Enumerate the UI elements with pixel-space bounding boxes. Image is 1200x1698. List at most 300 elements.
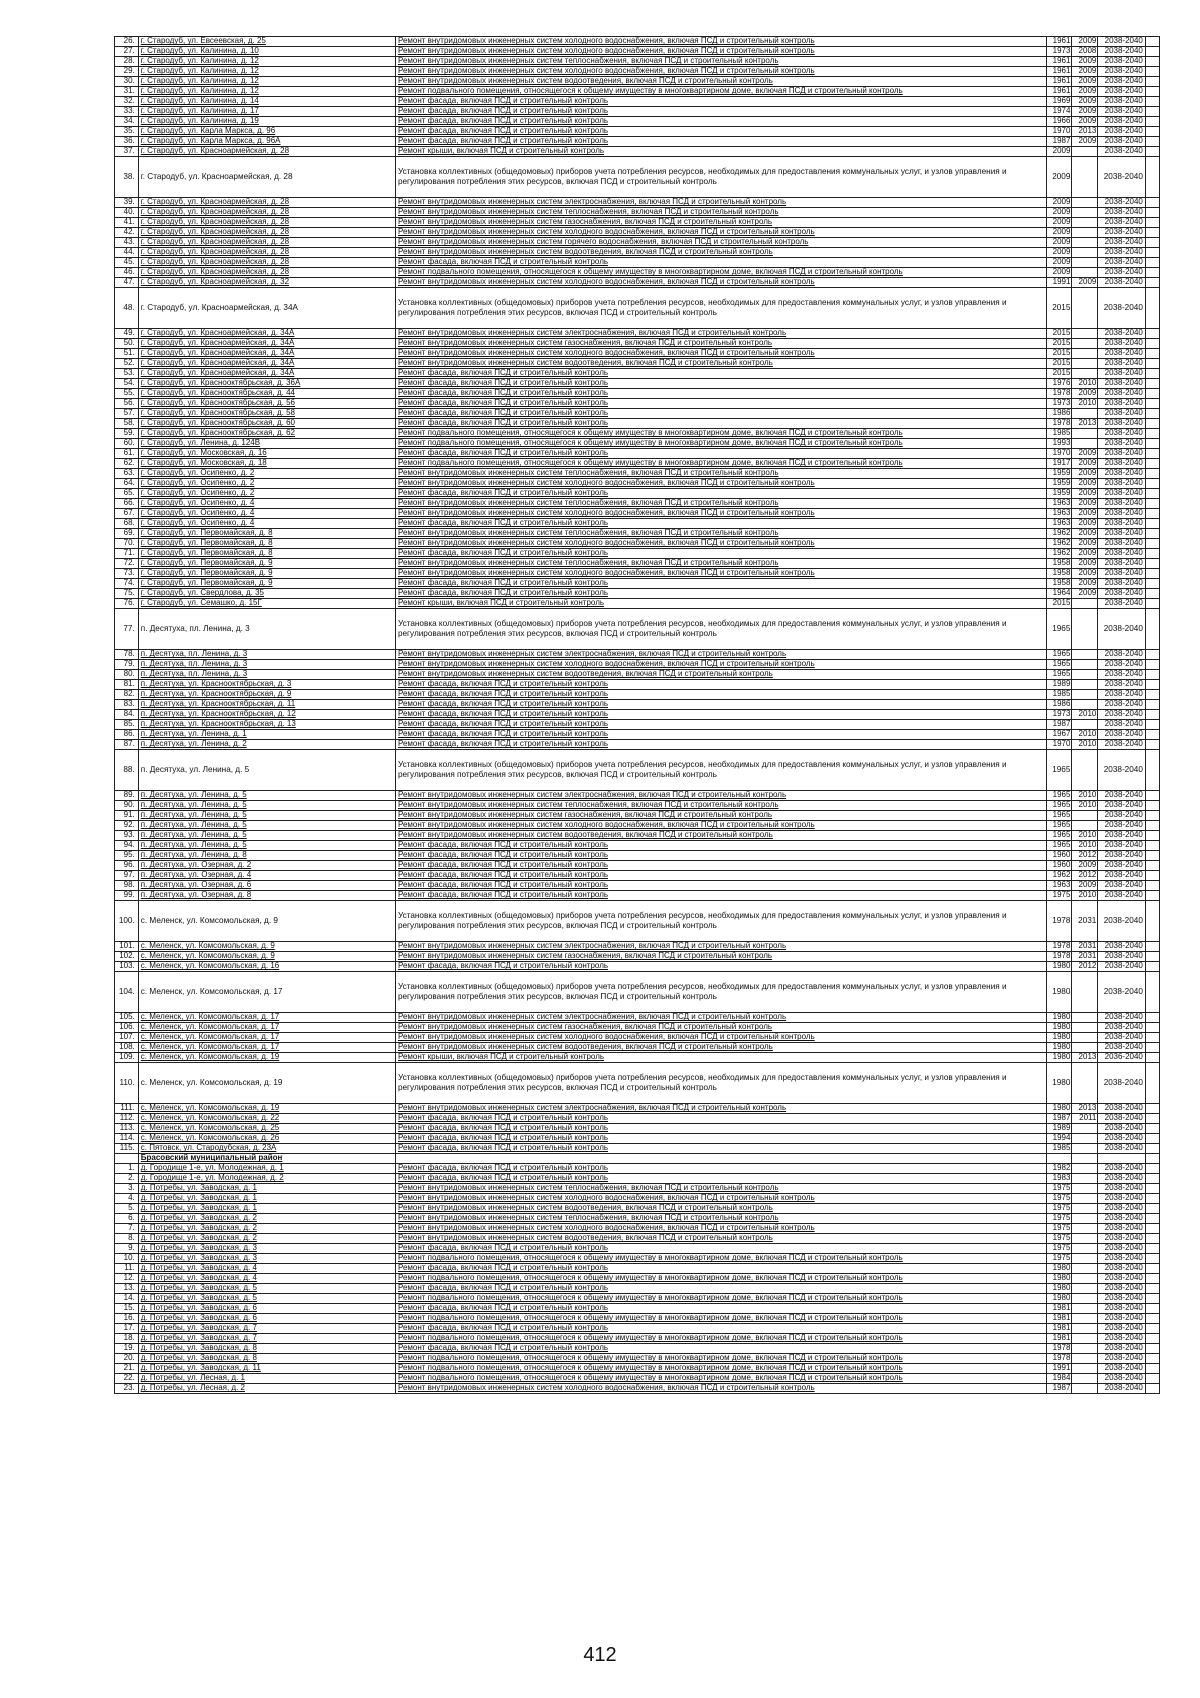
planned-period-cell: 2038-2040 bbox=[1098, 710, 1146, 720]
last-repair-year-cell: 2011 bbox=[1072, 1114, 1098, 1124]
row-number: 76. bbox=[115, 599, 139, 609]
extra-cell bbox=[1145, 479, 1159, 489]
row-number: 100. bbox=[115, 901, 139, 942]
table-row bbox=[115, 519, 1160, 529]
planned-period-cell: 2038-2040 bbox=[1098, 1304, 1146, 1314]
last-repair-year-cell: 2009 bbox=[1072, 529, 1098, 539]
work-type-cell: Ремонт внутридомовых инженерных систем теплоснабжения, включая ПСД и строительный контроль bbox=[395, 1184, 1046, 1194]
last-repair-year-cell bbox=[1072, 1204, 1098, 1214]
year-built-cell: 1978 bbox=[1046, 942, 1072, 952]
planned-period-cell: 2038-2040 bbox=[1098, 1314, 1146, 1324]
row-number: 99. bbox=[115, 891, 139, 901]
extra-cell bbox=[1145, 750, 1159, 791]
table-row bbox=[115, 469, 1160, 479]
year-built-cell: 1959 bbox=[1046, 469, 1072, 479]
work-type-cell: Ремонт внутридомовых инженерных систем горячего водоснабжения, включая ПСД и строительный контроль bbox=[395, 238, 1046, 248]
address-cell: д. Потребы, ул. Заводская, д. 11 bbox=[138, 1364, 395, 1374]
table-row bbox=[115, 87, 1160, 97]
address-cell: с. Пятовск, ул. Стародубская, д. 23А bbox=[138, 1144, 395, 1154]
year-built-cell: 1985 bbox=[1046, 690, 1072, 700]
planned-period-cell: 2038-2040 bbox=[1098, 107, 1146, 117]
last-repair-year-cell bbox=[1072, 690, 1098, 700]
row-number: 70. bbox=[115, 539, 139, 549]
row-number: 57. bbox=[115, 409, 139, 419]
address-cell: г. Стародуб, ул. Свердлова, д. 35 bbox=[138, 589, 395, 599]
address-cell: г. Стародуб, ул. Карла Маркса, д. 96А bbox=[138, 137, 395, 147]
last-repair-year-cell bbox=[1072, 1334, 1098, 1344]
last-repair-year-cell: 2031 bbox=[1072, 942, 1098, 952]
planned-period-cell: 2038-2040 bbox=[1098, 1204, 1146, 1214]
planned-period-cell: 2038-2040 bbox=[1098, 801, 1146, 811]
last-repair-year-cell: 2009 bbox=[1072, 97, 1098, 107]
planned-period-cell: 2038-2040 bbox=[1098, 57, 1146, 67]
planned-period-cell: 2038-2040 bbox=[1098, 369, 1146, 379]
planned-period-cell: 2038-2040 bbox=[1098, 449, 1146, 459]
extra-cell bbox=[1145, 1033, 1159, 1043]
address-cell: с. Меленск, ул. Комсомольская, д. 19 bbox=[138, 1053, 395, 1063]
row-number: 87. bbox=[115, 740, 139, 750]
row-number: 41. bbox=[115, 218, 139, 228]
extra-cell bbox=[1145, 529, 1159, 539]
work-type-cell: Ремонт внутридомовых инженерных систем теплоснабжения, включая ПСД и строительный контроль bbox=[395, 559, 1046, 569]
work-type-cell: Ремонт внутридомовых инженерных систем холодного водоснабжения, включая ПСД и строительный контроль bbox=[395, 37, 1046, 47]
planned-period-cell: 2038-2040 bbox=[1098, 1063, 1146, 1104]
row-number: 84. bbox=[115, 710, 139, 720]
year-built-cell: 2015 bbox=[1046, 369, 1072, 379]
table-row bbox=[115, 268, 1160, 278]
table-row bbox=[115, 1264, 1160, 1274]
work-type-cell: Ремонт внутридомовых инженерных систем теплоснабжения, включая ПСД и строительный контроль bbox=[395, 801, 1046, 811]
work-type-cell: Ремонт крыши, включая ПСД и строительный контроль bbox=[395, 599, 1046, 609]
year-built-cell: 1962 bbox=[1046, 529, 1072, 539]
extra-cell bbox=[1145, 97, 1159, 107]
last-repair-year-cell bbox=[1072, 1174, 1098, 1184]
year-built-cell: 1965 bbox=[1046, 650, 1072, 660]
table-row bbox=[115, 329, 1160, 339]
address-cell: г. Стародуб, ул. Московская, д. 16 bbox=[138, 449, 395, 459]
work-type-cell: Ремонт внутридомовых инженерных систем холодного водоснабжения, включая ПСД и строительный контроль bbox=[395, 228, 1046, 238]
work-type-cell: Ремонт внутридомовых инженерных систем теплоснабжения, включая ПСД и строительный контроль bbox=[395, 529, 1046, 539]
extra-cell bbox=[1145, 1134, 1159, 1144]
work-type-cell: Установка коллективных (общедомовых) приборов учета потребления ресурсов, необходимых для предоставления коммунальных услуг, и узлов управления и регулирования потребления этих ресурсов, включая ПСД и строительный контроль bbox=[395, 288, 1046, 329]
year-built-cell: 1970 bbox=[1046, 740, 1072, 750]
work-type-cell: Ремонт фасада, включая ПСД и строительный контроль bbox=[395, 1284, 1046, 1294]
year-built-cell: 1962 bbox=[1046, 539, 1072, 549]
table-row bbox=[115, 509, 1160, 519]
row-number: 108. bbox=[115, 1043, 139, 1053]
extra-cell bbox=[1145, 559, 1159, 569]
extra-cell bbox=[1145, 791, 1159, 801]
table-row bbox=[115, 379, 1160, 389]
year-built-cell: 1978 bbox=[1046, 419, 1072, 429]
table-row bbox=[115, 117, 1160, 127]
year-built-cell: 1973 bbox=[1046, 399, 1072, 409]
address-cell: с. Меленск, ул. Комсомольская, д. 9 bbox=[138, 901, 395, 942]
table-row bbox=[115, 569, 1160, 579]
row-number: 11. bbox=[115, 1264, 139, 1274]
year-built-cell: 1980 bbox=[1046, 962, 1072, 972]
year-built-cell: 1980 bbox=[1046, 1264, 1072, 1274]
table-row bbox=[115, 369, 1160, 379]
last-repair-year-cell bbox=[1072, 1154, 1098, 1164]
last-repair-year-cell bbox=[1072, 1184, 1098, 1194]
year-built-cell: 2009 bbox=[1046, 208, 1072, 218]
planned-period-cell: 2038-2040 bbox=[1098, 1354, 1146, 1364]
table-row bbox=[115, 861, 1160, 871]
work-type-cell: Установка коллективных (общедомовых) приборов учета потребления ресурсов, необходимых для предоставления коммунальных услуг, и узлов управления и регулирования потребления этих ресурсов, включая ПСД и строительный контроль bbox=[395, 609, 1046, 650]
planned-period-cell: 2038-2040 bbox=[1098, 660, 1146, 670]
planned-period-cell: 2038-2040 bbox=[1098, 831, 1146, 841]
row-number: 43. bbox=[115, 238, 139, 248]
work-type-cell: Ремонт подвального помещения, относящегося к общему имуществу в многоквартирном доме, включая ПСД и строительный контроль bbox=[395, 1294, 1046, 1304]
address-cell: г. Стародуб, ул. Красноармейская, д. 34А bbox=[138, 369, 395, 379]
extra-cell bbox=[1145, 609, 1159, 650]
work-type-cell: Ремонт подвального помещения, относящегося к общему имуществу в многоквартирном доме, включая ПСД и строительный контроль bbox=[395, 1334, 1046, 1344]
address-cell: г. Стародуб, ул. Красноармейская, д. 28 bbox=[138, 208, 395, 218]
extra-cell bbox=[1145, 811, 1159, 821]
table-row bbox=[115, 529, 1160, 539]
row-number: 81. bbox=[115, 680, 139, 690]
extra-cell bbox=[1145, 489, 1159, 499]
address-cell: г. Стародуб, ул. Калинина, д. 14 bbox=[138, 97, 395, 107]
planned-period-cell: 2038-2040 bbox=[1098, 87, 1146, 97]
extra-cell bbox=[1145, 972, 1159, 1013]
work-type-cell: Ремонт внутридомовых инженерных систем водоотведения, включая ПСД и строительный контроль bbox=[395, 359, 1046, 369]
table-row bbox=[115, 278, 1160, 288]
row-number: 30. bbox=[115, 77, 139, 87]
table-row bbox=[115, 579, 1160, 589]
planned-period-cell: 2038-2040 bbox=[1098, 1013, 1146, 1023]
table-row bbox=[115, 750, 1160, 791]
last-repair-year-cell bbox=[1072, 1344, 1098, 1354]
extra-cell bbox=[1145, 1324, 1159, 1334]
address-cell: д. Потребы, ул. Заводская, д. 6 bbox=[138, 1304, 395, 1314]
table-row bbox=[115, 1344, 1160, 1354]
work-type-cell: Ремонт внутридомовых инженерных систем электроснабжения, включая ПСД и строительный контроль bbox=[395, 1104, 1046, 1114]
planned-period-cell: 2038-2040 bbox=[1098, 1114, 1146, 1124]
extra-cell bbox=[1145, 499, 1159, 509]
extra-cell bbox=[1145, 157, 1159, 198]
table-row bbox=[115, 1204, 1160, 1214]
extra-cell bbox=[1145, 1194, 1159, 1204]
table-row bbox=[115, 1164, 1160, 1174]
address-cell: с. Меленск, ул. Комсомольская, д. 25 bbox=[138, 1124, 395, 1134]
planned-period-cell: 2038-2040 bbox=[1098, 1144, 1146, 1154]
row-number: 9. bbox=[115, 1244, 139, 1254]
planned-period-cell: 2038-2040 bbox=[1098, 379, 1146, 389]
last-repair-year-cell bbox=[1072, 700, 1098, 710]
work-type-cell: Ремонт фасада, включая ПСД и строительный контроль bbox=[395, 369, 1046, 379]
year-built-cell: 1984 bbox=[1046, 1374, 1072, 1384]
row-number: 22. bbox=[115, 1374, 139, 1384]
last-repair-year-cell: 2009 bbox=[1072, 67, 1098, 77]
planned-period-cell: 2038-2040 bbox=[1098, 288, 1146, 329]
repair-schedule-table bbox=[114, 36, 1160, 1394]
work-type-cell: Установка коллективных (общедомовых) приборов учета потребления ресурсов, необходимых для предоставления коммунальных услуг, и узлов управления и регулирования потребления этих ресурсов, включая ПСД и строительный контроль bbox=[395, 1063, 1046, 1104]
table-row bbox=[115, 1384, 1160, 1394]
planned-period-cell: 2038-2040 bbox=[1098, 409, 1146, 419]
row-number: 75. bbox=[115, 589, 139, 599]
planned-period-cell: 2038-2040 bbox=[1098, 1234, 1146, 1244]
table-row bbox=[115, 690, 1160, 700]
planned-period-cell: 2038-2040 bbox=[1098, 157, 1146, 198]
table-row bbox=[115, 409, 1160, 419]
planned-period-cell: 2038-2040 bbox=[1098, 1033, 1146, 1043]
table-row bbox=[115, 700, 1160, 710]
row-number: 10. bbox=[115, 1254, 139, 1264]
planned-period-cell: 2038-2040 bbox=[1098, 228, 1146, 238]
year-built-cell: 1993 bbox=[1046, 439, 1072, 449]
planned-period-cell: 2038-2040 bbox=[1098, 278, 1146, 288]
extra-cell bbox=[1145, 389, 1159, 399]
extra-cell bbox=[1145, 1344, 1159, 1354]
year-built-cell: 1980 bbox=[1046, 1294, 1072, 1304]
row-number: 90. bbox=[115, 801, 139, 811]
work-type-cell: Ремонт фасада, включая ПСД и строительный контроль bbox=[395, 1244, 1046, 1254]
row-number: 39. bbox=[115, 198, 139, 208]
table-row bbox=[115, 127, 1160, 137]
work-type-cell: Ремонт фасада, включая ПСД и строительный контроль bbox=[395, 409, 1046, 419]
planned-period-cell: 2038-2040 bbox=[1098, 942, 1146, 952]
last-repair-year-cell: 2009 bbox=[1072, 469, 1098, 479]
year-built-cell: 1965 bbox=[1046, 660, 1072, 670]
extra-cell bbox=[1145, 891, 1159, 901]
last-repair-year-cell: 2013 bbox=[1072, 419, 1098, 429]
extra-cell bbox=[1145, 379, 1159, 389]
extra-cell bbox=[1145, 1104, 1159, 1114]
address-cell: г. Стародуб, ул. Красноармейская, д. 34А bbox=[138, 329, 395, 339]
work-type-cell: Ремонт внутридомовых инженерных систем электроснабжения, включая ПСД и строительный контроль bbox=[395, 942, 1046, 952]
planned-period-cell: 2038-2040 bbox=[1098, 871, 1146, 881]
work-type-cell: Ремонт подвального помещения, относящегося к общему имуществу в многоквартирном доме, включая ПСД и строительный контроль bbox=[395, 459, 1046, 469]
row-number: 65. bbox=[115, 489, 139, 499]
year-built-cell: 1975 bbox=[1046, 1214, 1072, 1224]
extra-cell bbox=[1145, 1114, 1159, 1124]
extra-cell bbox=[1145, 399, 1159, 409]
work-type-cell: Ремонт подвального помещения, относящегося к общему имуществу в многоквартирном доме, включая ПСД и строительный контроль bbox=[395, 1254, 1046, 1264]
extra-cell bbox=[1145, 349, 1159, 359]
last-repair-year-cell bbox=[1072, 208, 1098, 218]
year-built-cell: 1991 bbox=[1046, 278, 1072, 288]
year-built-cell: 2015 bbox=[1046, 339, 1072, 349]
extra-cell bbox=[1145, 1013, 1159, 1023]
address-cell: г. Стародуб, ул. Красноармейская, д. 28 bbox=[138, 228, 395, 238]
table-row bbox=[115, 157, 1160, 198]
address-cell: п. Десятуха, пл. Ленина, д. 3 bbox=[138, 609, 395, 650]
year-built-cell: 1974 bbox=[1046, 107, 1072, 117]
last-repair-year-cell bbox=[1072, 1374, 1098, 1384]
row-number: 101. bbox=[115, 942, 139, 952]
year-built-cell bbox=[1046, 1154, 1072, 1164]
extra-cell bbox=[1145, 107, 1159, 117]
extra-cell bbox=[1145, 419, 1159, 429]
last-repair-year-cell bbox=[1072, 972, 1098, 1013]
year-built-cell: 1986 bbox=[1046, 409, 1072, 419]
address-cell: с. Меленск, ул. Комсомольская, д. 17 bbox=[138, 1013, 395, 1023]
planned-period-cell: 2038-2040 bbox=[1098, 599, 1146, 609]
extra-cell bbox=[1145, 831, 1159, 841]
extra-cell bbox=[1145, 1304, 1159, 1314]
planned-period-cell: 2038-2040 bbox=[1098, 720, 1146, 730]
work-type-cell: Ремонт фасада, включая ПСД и строительный контроль bbox=[395, 389, 1046, 399]
last-repair-year-cell: 2009 bbox=[1072, 499, 1098, 509]
last-repair-year-cell bbox=[1072, 811, 1098, 821]
planned-period-cell: 2038-2040 bbox=[1098, 1344, 1146, 1354]
address-cell: п. Десятуха, ул. Озерная, д. 8 bbox=[138, 891, 395, 901]
planned-period-cell: 2038-2040 bbox=[1098, 1374, 1146, 1384]
table-row bbox=[115, 137, 1160, 147]
work-type-cell: Ремонт фасада, включая ПСД и строительный контроль bbox=[395, 1114, 1046, 1124]
planned-period-cell: 2038-2040 bbox=[1098, 609, 1146, 650]
extra-cell bbox=[1145, 147, 1159, 157]
address-cell: с. Меленск, ул. Комсомольская, д. 19 bbox=[138, 1063, 395, 1104]
row-number: 107. bbox=[115, 1033, 139, 1043]
row-number: 31. bbox=[115, 87, 139, 97]
address-cell: д. Потребы, ул. Заводская, д. 1 bbox=[138, 1204, 395, 1214]
year-built-cell: 2015 bbox=[1046, 359, 1072, 369]
address-cell: д. Потребы, ул. Заводская, д. 7 bbox=[138, 1324, 395, 1334]
extra-cell bbox=[1145, 539, 1159, 549]
address-cell: д. Потребы, ул. Заводская, д. 2 bbox=[138, 1234, 395, 1244]
last-repair-year-cell bbox=[1072, 1264, 1098, 1274]
planned-period-cell: 2038-2040 bbox=[1098, 740, 1146, 750]
table-row bbox=[115, 208, 1160, 218]
work-type-cell: Ремонт внутридомовых инженерных систем холодного водоснабжения, включая ПСД и строительный контроль bbox=[395, 1033, 1046, 1043]
row-number: 96. bbox=[115, 861, 139, 871]
last-repair-year-cell: 2012 bbox=[1072, 962, 1098, 972]
last-repair-year-cell bbox=[1072, 359, 1098, 369]
table-row bbox=[115, 1043, 1160, 1053]
row-number: 51. bbox=[115, 349, 139, 359]
planned-period-cell: 2038-2040 bbox=[1098, 1023, 1146, 1033]
last-repair-year-cell bbox=[1072, 609, 1098, 650]
section-row bbox=[115, 1154, 1160, 1164]
extra-cell bbox=[1145, 690, 1159, 700]
planned-period-cell: 2038-2040 bbox=[1098, 1043, 1146, 1053]
table-row bbox=[115, 821, 1160, 831]
table-row bbox=[115, 831, 1160, 841]
last-repair-year-cell bbox=[1072, 1364, 1098, 1374]
work-type-cell: Ремонт внутридомовых инженерных систем электроснабжения, включая ПСД и строительный контроль bbox=[395, 791, 1046, 801]
address-cell: г. Стародуб, ул. Калинина, д. 12 bbox=[138, 67, 395, 77]
work-type-cell: Ремонт внутридомовых инженерных систем газоснабжения, включая ПСД и строительный контроль bbox=[395, 1023, 1046, 1033]
last-repair-year-cell: 2010 bbox=[1072, 831, 1098, 841]
address-cell: г. Стародуб, ул. Красноармейская, д. 34А bbox=[138, 359, 395, 369]
year-built-cell: 2015 bbox=[1046, 349, 1072, 359]
table-row bbox=[115, 67, 1160, 77]
last-repair-year-cell bbox=[1072, 228, 1098, 238]
last-repair-year-cell: 2010 bbox=[1072, 740, 1098, 750]
work-type-cell: Ремонт фасада, включая ПСД и строительный контроль bbox=[395, 519, 1046, 529]
address-cell: д. Потребы, ул. Заводская, д. 1 bbox=[138, 1194, 395, 1204]
last-repair-year-cell: 2009 bbox=[1072, 489, 1098, 499]
table-row bbox=[115, 238, 1160, 248]
address-cell: д. Потребы, ул. Заводская, д. 1 bbox=[138, 1184, 395, 1194]
row-number: 115. bbox=[115, 1144, 139, 1154]
extra-cell bbox=[1145, 861, 1159, 871]
last-repair-year-cell: 2009 bbox=[1072, 479, 1098, 489]
work-type-cell: Ремонт фасада, включая ПСД и строительный контроль bbox=[395, 449, 1046, 459]
address-cell: д. Потребы, ул. Лесная, д. 2 bbox=[138, 1384, 395, 1394]
address-cell: г. Стародуб, ул. Семашко, д. 15Г bbox=[138, 599, 395, 609]
extra-cell bbox=[1145, 730, 1159, 740]
last-repair-year-cell bbox=[1072, 821, 1098, 831]
table-row bbox=[115, 47, 1160, 57]
year-built-cell: 1961 bbox=[1046, 57, 1072, 67]
year-built-cell: 2009 bbox=[1046, 157, 1072, 198]
year-built-cell: 1961 bbox=[1046, 77, 1072, 87]
planned-period-cell: 2038-2040 bbox=[1098, 1284, 1146, 1294]
row-number: 48. bbox=[115, 288, 139, 329]
address-cell: п. Десятуха, ул. Ленина, д. 5 bbox=[138, 841, 395, 851]
planned-period-cell: 2038-2040 bbox=[1098, 1334, 1146, 1344]
work-type-cell: Ремонт фасада, включая ПСД и строительный контроль bbox=[395, 1264, 1046, 1274]
year-built-cell: 1965 bbox=[1046, 791, 1072, 801]
extra-cell bbox=[1145, 1154, 1159, 1164]
year-built-cell: 2009 bbox=[1046, 218, 1072, 228]
table-row bbox=[115, 339, 1160, 349]
extra-cell bbox=[1145, 1374, 1159, 1384]
planned-period-cell: 2038-2040 bbox=[1098, 469, 1146, 479]
extra-cell bbox=[1145, 127, 1159, 137]
address-cell: г. Стародуб, ул. Калинина, д. 12 bbox=[138, 57, 395, 67]
last-repair-year-cell: 2009 bbox=[1072, 569, 1098, 579]
work-type-cell: Ремонт подвального помещения, относящегося к общему имуществу в многоквартирном доме, включая ПСД и строительный контроль bbox=[395, 439, 1046, 449]
work-type-cell: Ремонт фасада, включая ПСД и строительный контроль bbox=[395, 1134, 1046, 1144]
year-built-cell: 1958 bbox=[1046, 569, 1072, 579]
work-type-cell: Ремонт подвального помещения, относящегося к общему имуществу в многоквартирном доме, включая ПСД и строительный контроль bbox=[395, 1314, 1046, 1324]
extra-cell bbox=[1145, 1043, 1159, 1053]
row-number: 110. bbox=[115, 1063, 139, 1104]
last-repair-year-cell: 2009 bbox=[1072, 278, 1098, 288]
last-repair-year-cell: 2009 bbox=[1072, 137, 1098, 147]
table-row bbox=[115, 479, 1160, 489]
table-row bbox=[115, 349, 1160, 359]
address-cell: г. Стародуб, ул. Первомайская, д. 9 bbox=[138, 559, 395, 569]
row-number: 92. bbox=[115, 821, 139, 831]
row-number: 74. bbox=[115, 579, 139, 589]
last-repair-year-cell bbox=[1072, 218, 1098, 228]
extra-cell bbox=[1145, 650, 1159, 660]
extra-cell bbox=[1145, 660, 1159, 670]
year-built-cell: 1980 bbox=[1046, 1063, 1072, 1104]
planned-period-cell: 2038-2040 bbox=[1098, 962, 1146, 972]
table-row bbox=[115, 609, 1160, 650]
row-number: 46. bbox=[115, 268, 139, 278]
work-type-cell: Ремонт крыши, включая ПСД и строительный контроль bbox=[395, 1053, 1046, 1063]
last-repair-year-cell bbox=[1072, 1164, 1098, 1174]
table-row bbox=[115, 650, 1160, 660]
address-cell: п. Десятуха, ул. Краснооктябрьская, д. 12 bbox=[138, 710, 395, 720]
planned-period-cell: 2038-2040 bbox=[1098, 791, 1146, 801]
address-cell: г. Стародуб, ул. Калинина, д. 19 bbox=[138, 117, 395, 127]
extra-cell bbox=[1145, 851, 1159, 861]
extra-cell bbox=[1145, 329, 1159, 339]
year-built-cell: 1965 bbox=[1046, 831, 1072, 841]
last-repair-year-cell: 2008 bbox=[1072, 47, 1098, 57]
last-repair-year-cell bbox=[1072, 1144, 1098, 1154]
work-type-cell: Ремонт внутридомовых инженерных систем электроснабжения, включая ПСД и строительный контроль bbox=[395, 198, 1046, 208]
table-row bbox=[115, 972, 1160, 1013]
row-number: 19. bbox=[115, 1344, 139, 1354]
extra-cell bbox=[1145, 841, 1159, 851]
address-cell: п. Десятуха, ул. Ленина, д. 5 bbox=[138, 811, 395, 821]
table-row bbox=[115, 1104, 1160, 1114]
row-number: 23. bbox=[115, 1384, 139, 1394]
year-built-cell: 1975 bbox=[1046, 1204, 1072, 1214]
row-number: 2. bbox=[115, 1174, 139, 1184]
planned-period-cell: 2038-2040 bbox=[1098, 208, 1146, 218]
